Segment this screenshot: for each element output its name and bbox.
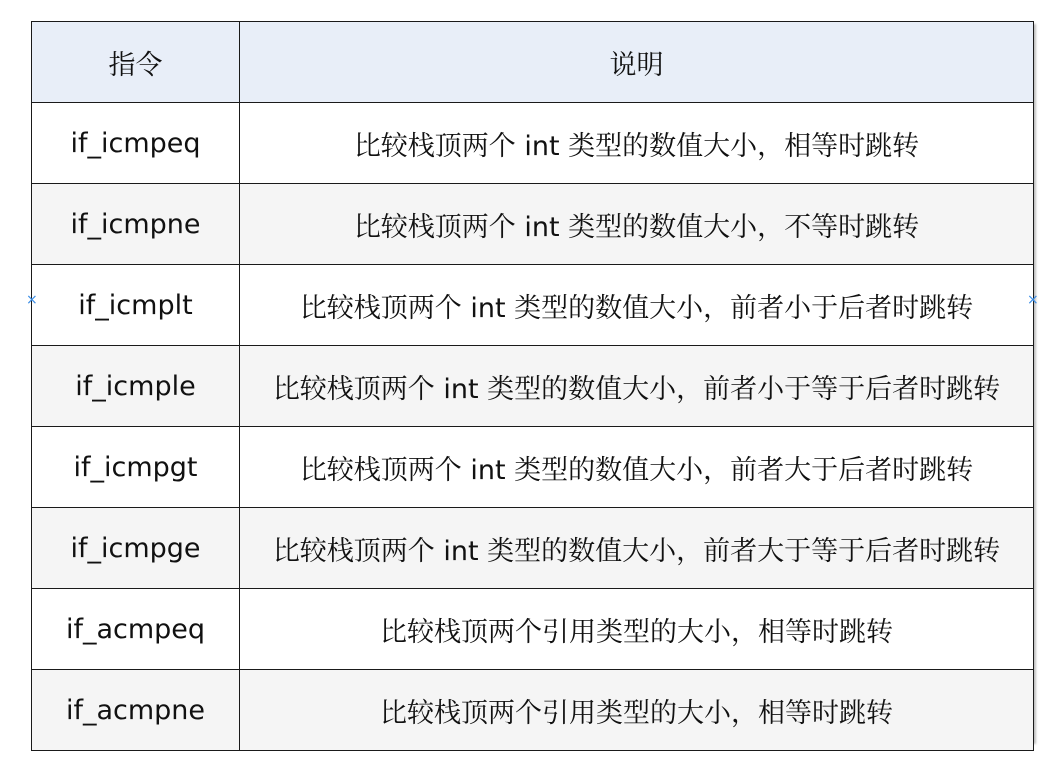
table-row xyxy=(32,508,1034,589)
description-cell: 比较栈顶两个 int 类型的数值大小，前者大于等于后者时跳转 xyxy=(240,508,1034,589)
description-cell: 比较栈顶两个引用类型的大小，相等时跳转 xyxy=(240,589,1034,670)
description-cell: 比较栈顶两个引用类型的大小，相等时跳转 xyxy=(240,670,1034,751)
instruction-cell: if_acmpeq xyxy=(32,589,240,670)
table-row xyxy=(32,427,1034,508)
table-row xyxy=(32,346,1034,427)
instruction-table-container xyxy=(31,21,1033,741)
table-row xyxy=(32,103,1034,184)
table-row xyxy=(32,589,1034,670)
instruction-cell: if_icmplt xyxy=(32,265,240,346)
right-resize-handle-icon[interactable]: × xyxy=(1027,292,1039,308)
instruction-cell: if_acmpne xyxy=(32,670,240,751)
description-cell: 比较栈顶两个 int 类型的数值大小，前者大于后者时跳转 xyxy=(240,427,1034,508)
table-row xyxy=(32,184,1034,265)
header-description: 说明 xyxy=(240,22,1034,103)
left-resize-handle-icon[interactable]: × xyxy=(26,292,38,308)
description-cell: 比较栈顶两个 int 类型的数值大小，不等时跳转 xyxy=(240,184,1034,265)
instruction-table xyxy=(31,21,1034,751)
description-cell: 比较栈顶两个 int 类型的数值大小，前者小于等于后者时跳转 xyxy=(240,346,1034,427)
header-instruction: 指令 xyxy=(32,22,240,103)
table-row xyxy=(32,265,1034,346)
table-row xyxy=(32,670,1034,751)
description-cell: 比较栈顶两个 int 类型的数值大小，相等时跳转 xyxy=(240,103,1034,184)
table-header-row xyxy=(32,22,1034,103)
instruction-cell: if_icmpne xyxy=(32,184,240,265)
description-cell: 比较栈顶两个 int 类型的数值大小，前者小于后者时跳转 xyxy=(240,265,1034,346)
instruction-cell: if_icmpgt xyxy=(32,427,240,508)
instruction-cell: if_icmple xyxy=(32,346,240,427)
instruction-cell: if_icmpge xyxy=(32,508,240,589)
instruction-cell: if_icmpeq xyxy=(32,103,240,184)
